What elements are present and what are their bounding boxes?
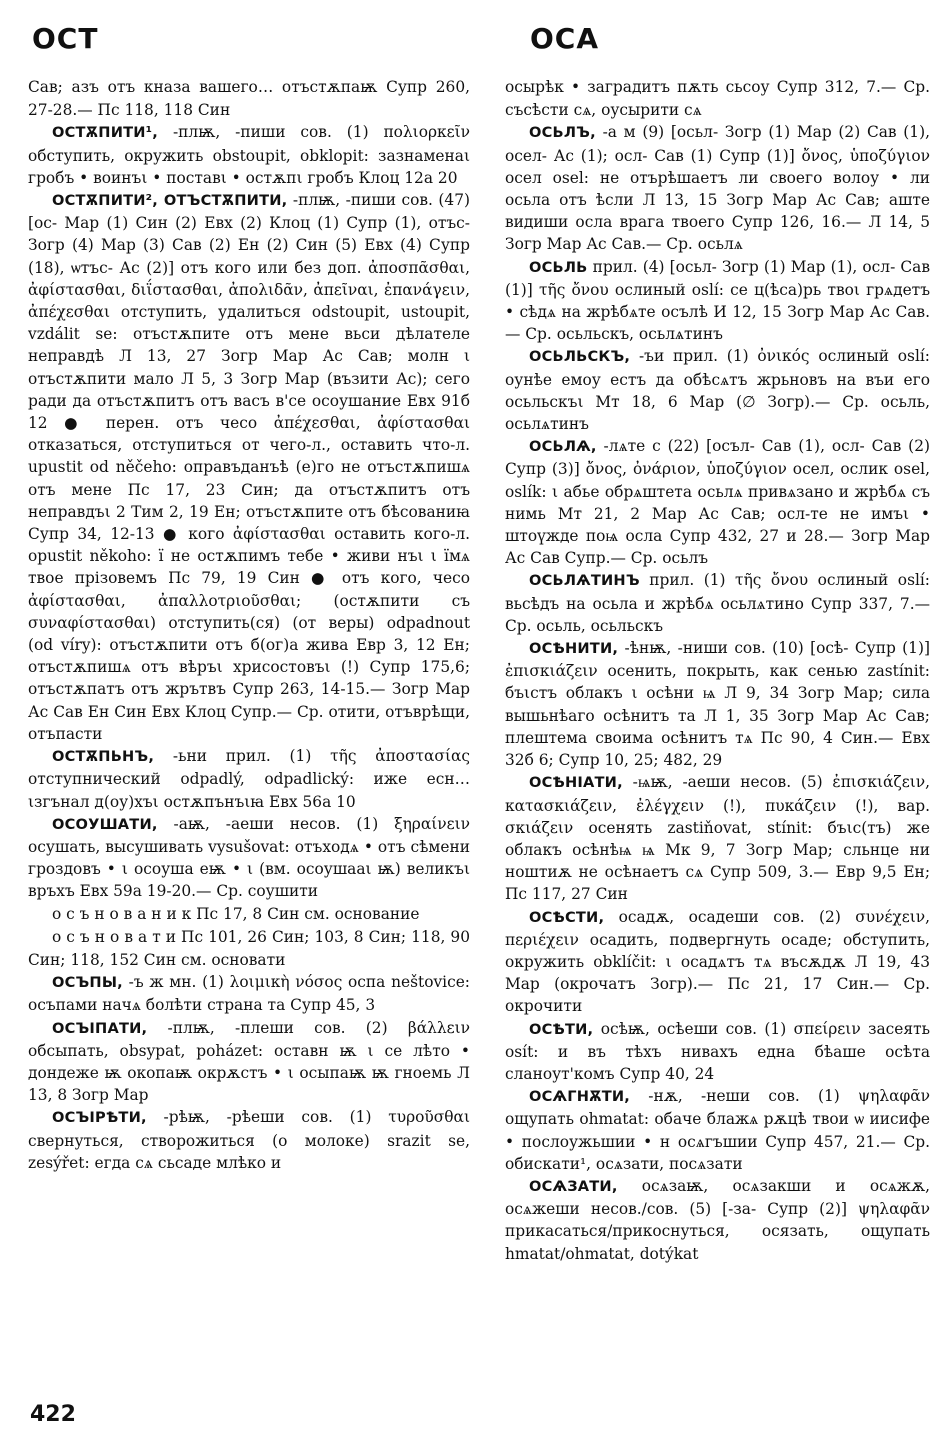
cross-reference-entry — [28, 926, 470, 971]
page-header — [0, 18, 950, 66]
entry-body: -ѣнѭ, -ниши сов. (10) [осѣ- Супр (1)] ἐπισκιάζειν осенить, покрыть, как сенью zastínit: бъιстъ облакъ ι осѣни ѩ Л 9, 34 Зогр Мар; сила вышьнѣаго осѣнитъ та Л 1, 35 Зогр Мар Ас Сав; плештема своима осѣнитъ тѧ Пс 90, 4 Син.— Евх 32б 6; Супр 10, 25; 482, 29 — [505, 639, 930, 770]
dictionary-entry — [505, 569, 930, 637]
right-column — [505, 76, 930, 1265]
entry-body: осырѣк • заградитъ пѫть сьсоу Супр 312, 7.— Ср. съсѣсти сѧ, оусырити сѧ — [505, 78, 930, 120]
entry-headword: ОСОУШАТИ, — [52, 815, 158, 833]
dictionary-entry — [505, 1175, 930, 1265]
entry-body: прил. (1) τῆς ὄνου ослиный oslí: вьсѣдъ на осьла и жрѣбѧ осьлѧтинo Супр 337, 7.— Ср. осьль, осьльскъ — [505, 571, 930, 635]
dictionary-entry — [505, 435, 930, 569]
dictionary-entry — [28, 813, 470, 903]
entry-headword: ОСѢНІАТИ, — [529, 774, 623, 792]
dictionary-entry — [28, 121, 470, 189]
entry-body: -аѭ, -аеши несов. (1) ξηραίνειν осушать, высушивать vysušovat: отъходѧ • отъ сѣмени гроздовъ • ι осоуша еѭ • ι (вм. осоушааι ѭ) великъι връхъ Евх 59а 19-20.— Ср. соушити — [28, 814, 470, 901]
dictionary-entry — [505, 1085, 930, 1175]
entry-headword: ОСѦГНѪТИ, — [529, 1088, 631, 1106]
entry-headword: ОСТѪПИТИ¹, — [52, 124, 159, 142]
dictionary-entry — [505, 906, 930, 1018]
entry-body: -плѭ, -пиши сов. (47) [ос- Мар (1) Син (2) Евх (2) Клоц (1) Супр (1), отъс- Зогр (4) Мар (3) Сав (2) Ен (2) Син (5) Евх (4) Супр (18), ѡтъс- Ас (2)] отъ кого или без доп. ἀποσπᾶσθαι, ἀφίστασθαι, διΐστασθαι, ἀπολιδᾶν, ἀπεῖναι, ἐπανάγειν, ἀπέχεσθαι отступить, удалиться odstoupit, ustoupit, vzdálit se: отъстѫпите отъ мене вьси дѣлателе неправдѣ Л 13, 27 Зогр Мар Ас Сав; молн ι отъстѫпити мало Л 5, 3 Зогр Мар (възити Ас); сего ради да отъстѫпитъ отъ васъ в'се осоушание Евх 91б 12 ● перен. отъ чесо ἀπέχεσθαι, ἀφίστασθαι отказаться, отступиться от чего-л., оставить что-л. upustit od něčeho: оправъданъѣ (е)го не отъстѫпишѧ отъ мене Пс 17, 23 Син; да отъстѫпитъ отъ неправдъι 2 Тим 2, 19 Ен; отъстѫпите отъ бѣсованиꙗ Супр 34, 12-13 ● кого ἀφίστασθαι оставить кого-л. opustit někoho: ї не остѫпимъ тебе • живи нъι ι їмѧ твое прізовемъ Пс 79, 19 Син ● отъ кого, чесо ἀφίστασθαι, ἀπαλλοτριοῦσθαι; (остѫпити съ συναφίστασθαι) отступить(ся) (от веры) odpadnout (od víry): отъстѫпити отъ б(ог)а жива Евр 3, 12 Ен; отъстѫпишѧ отъ вѣръι хрисостовъι (!) Супр 175,6; отъстѫпатъ отъ жрътвъ Супр 263, 14-15.— Зогр Мар Ас Сав Ен Син Евх Клоц Супр.— Ср. отити, отъврѣщи, отъпасти — [28, 191, 470, 743]
entry-body: о с ъ н о в а н и к Пс 17, 8 Син см. основание — [52, 904, 420, 923]
dictionary-entry — [505, 121, 930, 255]
entry-headword: ОСТѪПЬНЪ, — [52, 748, 155, 766]
entry-body: осѧзаѭ, осѧзакши и осѧжѫ, осѧжеши несов./сов. (5) [-за- Супр (2)] ψηλαφᾶν прикасаться/прикоснуться, осязать, ощупать hmatat/ohmatat, dotýkat — [505, 1176, 930, 1263]
entry-body: -лѧте с (22) [осъл- Сав (1), осл- Сав (2) Супр (3)] ὄνος, ὀνάριον, ὑποζύγιον осел, ослик osel, oslík: ι абье обрѧштета осьлѧ привѧзано и жрѣбѧ съ нимь Мт 21, 2 Мар Ас Сав; осл-те не имъι • штоүжде поѩ осла Супр 432, 27 и 28.— Зогр Мар Ас Сав Супр.— Ср. осьлъ — [505, 437, 930, 568]
dictionary-entry — [28, 76, 470, 121]
entry-body: Сав; азъ отъ кназа вашего… отъстѫпаѭ Супр 260, 27-28.— Пс 118, 118 Син — [28, 78, 470, 120]
entry-headword: ОСѦЗАТИ, — [529, 1177, 618, 1195]
entry-body: -ъ ж мн. (1) λοιμικὴ νόσος оспа neštovice: осъпами начѧ болѣти страна та Супр 45, 3 — [28, 973, 470, 1015]
entry-body: -ѩѭ, -аеши несов. (5) ἐπισκιάζειν, κατασκιάζειν, ἐλέγχειν (!), πυκάζειν (!), вар. σκιάζειν осенять zastiňovat, stínit: бъιс(тъ) же облакъ осѣнѣѩ ѩ Мк 9, 7 Зогр Мар; сльнце ни ноштиѫ не осѣнаетъ сѧ Супр 509, 3.— Евр 9,5 Ен; Пс 117, 27 Син — [505, 773, 930, 904]
entry-body: -ьни прил. (1) τῆς ἀποστασίας отступнический odpadlý, odpadlický: иже есн… ιзгънал д(оу)хъι остѫпънъιꙗ Евх 56а 10 — [28, 747, 470, 811]
left-running-head: ОСТ — [32, 22, 99, 55]
entry-headword: ОСѢТИ, — [529, 1020, 594, 1038]
entry-headword: ОСЪІПАТИ, — [52, 1019, 148, 1037]
entry-headword: ОСЬЛЬ — [529, 258, 588, 276]
entry-body: прил. (4) [осьл- Зогр (1) Мар (1), осл- Сав (1)] τῆς ὄνου ослиный oslí: се ц(ѣса)рь твоι грѧдетъ • сѣдѧ на жрѣбѧте осълѣ И 12, 15 Зогр Мар Ас Сав.— Ср. осьльскъ, осьлѧтинъ — [505, 257, 930, 344]
entry-headword: ОСЬЛЪ, — [529, 124, 596, 142]
page-number: 422 — [30, 1402, 76, 1427]
entry-headword: ОСЬЛЬСКЪ, — [529, 348, 631, 366]
entry-headword: ОСЬЛѦТИНЪ — [529, 572, 640, 590]
entry-body: -плѭ, -пиши сов. (1) πολιορκεῖν обступить, окружить obstoupit, obklopit: зазнаменаι гробъ • воинъι • поставι • остѫпι гробъ Клоц 12а 20 — [28, 123, 470, 187]
left-column — [28, 76, 470, 1174]
entry-body: -плѭ, -плеши сов. (2) βάλλειν обсыпать, obsypat, poházet: оставн ѭ ι се лѣто • дондеже ѭ окопаѭ окрѫстъ • ι осыпаѭ ѭ гноемь Л 13, 8 Зогр Мар — [28, 1018, 470, 1105]
entry-body: -ъи прил. (1) ὀνικός ослиный oslí: оунѣе емоу естъ да обѣсѧтъ жрьновъ на въи его осьльскъι Мт 18, 6 Мар (∅ Зогр).— Ср. осьль, осьлѧтинъ — [505, 347, 930, 434]
entry-headword: ОСЪІРѢТИ, — [52, 1109, 147, 1127]
dictionary-entry — [28, 745, 470, 813]
dictionary-entry — [28, 1106, 470, 1174]
entry-headword: ОСТѪПИТИ², ОТЪСТѪПИТИ, — [52, 192, 288, 210]
dictionary-entry — [505, 256, 930, 346]
entry-headword: ОСѢСТИ, — [529, 908, 605, 926]
dictionary-entry — [505, 771, 930, 905]
entry-body: -нѫ, -неши сов. (1) ψηλαφᾶν ощупать ohmatat: обаче блажѧ рѫцѣ твои ѡ иисифе • послоужьшии • н осѧгъшии Супр 457, 21.— Ср. обискати¹, осѧзати, посѧзати — [505, 1087, 930, 1173]
dictionary-entry — [505, 76, 930, 121]
entry-headword: ОСЬЛѦ, — [529, 438, 597, 456]
cross-reference-entry — [28, 903, 470, 926]
entry-body: -рѣѭ, -рѣеши сов. (1) τυροῦσθαι свернуться, створожиться (о молоке) srazit se, zesýřet: егда сѧ сьсаде млѣко и — [28, 1108, 470, 1172]
entry-body: о с ъ н о в а т и Пс 101, 26 Син; 103, 8 Син; 118, 90 Син; 118, 152 Син см. основати — [28, 927, 470, 969]
dictionary-entry — [505, 637, 930, 771]
dictionary-entry — [505, 345, 930, 435]
dictionary-entry — [28, 189, 470, 745]
dictionary-entry — [505, 1018, 930, 1086]
right-running-head: ОСА — [530, 22, 600, 55]
dictionary-entry — [28, 1017, 470, 1107]
entry-body: осѣѭ, осѣеши сов. (1) σπείρειν засеять osít: и въ тѣхъ нивахъ една бѣаше осѣта сланоут'комъ Супр 40, 24 — [505, 1019, 930, 1083]
entry-body: осадѫ, осадеши сов. (2) συνέχειν, περιέχειν осадить, подвергнуть осаде; обступить, окружить obklíčit: ι осадѧтъ тѧ въсѫдѫ Л 19, 43 Мар (окрочатъ Зогр).— Пс 21, 17 Син.— Ср. окрочити — [505, 907, 930, 1016]
dictionary-entry — [28, 971, 470, 1016]
entry-headword: ОСЪПЫ, — [52, 974, 123, 992]
entry-headword: ОСѢНИТИ, — [529, 640, 619, 658]
entry-body: -а м (9) [осьл- Зогр (1) Мар (2) Сав (1), осел- Ас (1); осл- Сав (1) Супр (1)] ὄνος, ὑποζύγιον осел osel: не отърѣшаетъ ли своего волоу • ли осьла отъ ѣсли Л 13, 15 Зогр Мар Ас Сав; аште видиши осла врага твоего Супр 126, 16.— Л 14, 5 Зогр Мар Ас Сав.— Ср. осьлѧ — [505, 123, 930, 254]
